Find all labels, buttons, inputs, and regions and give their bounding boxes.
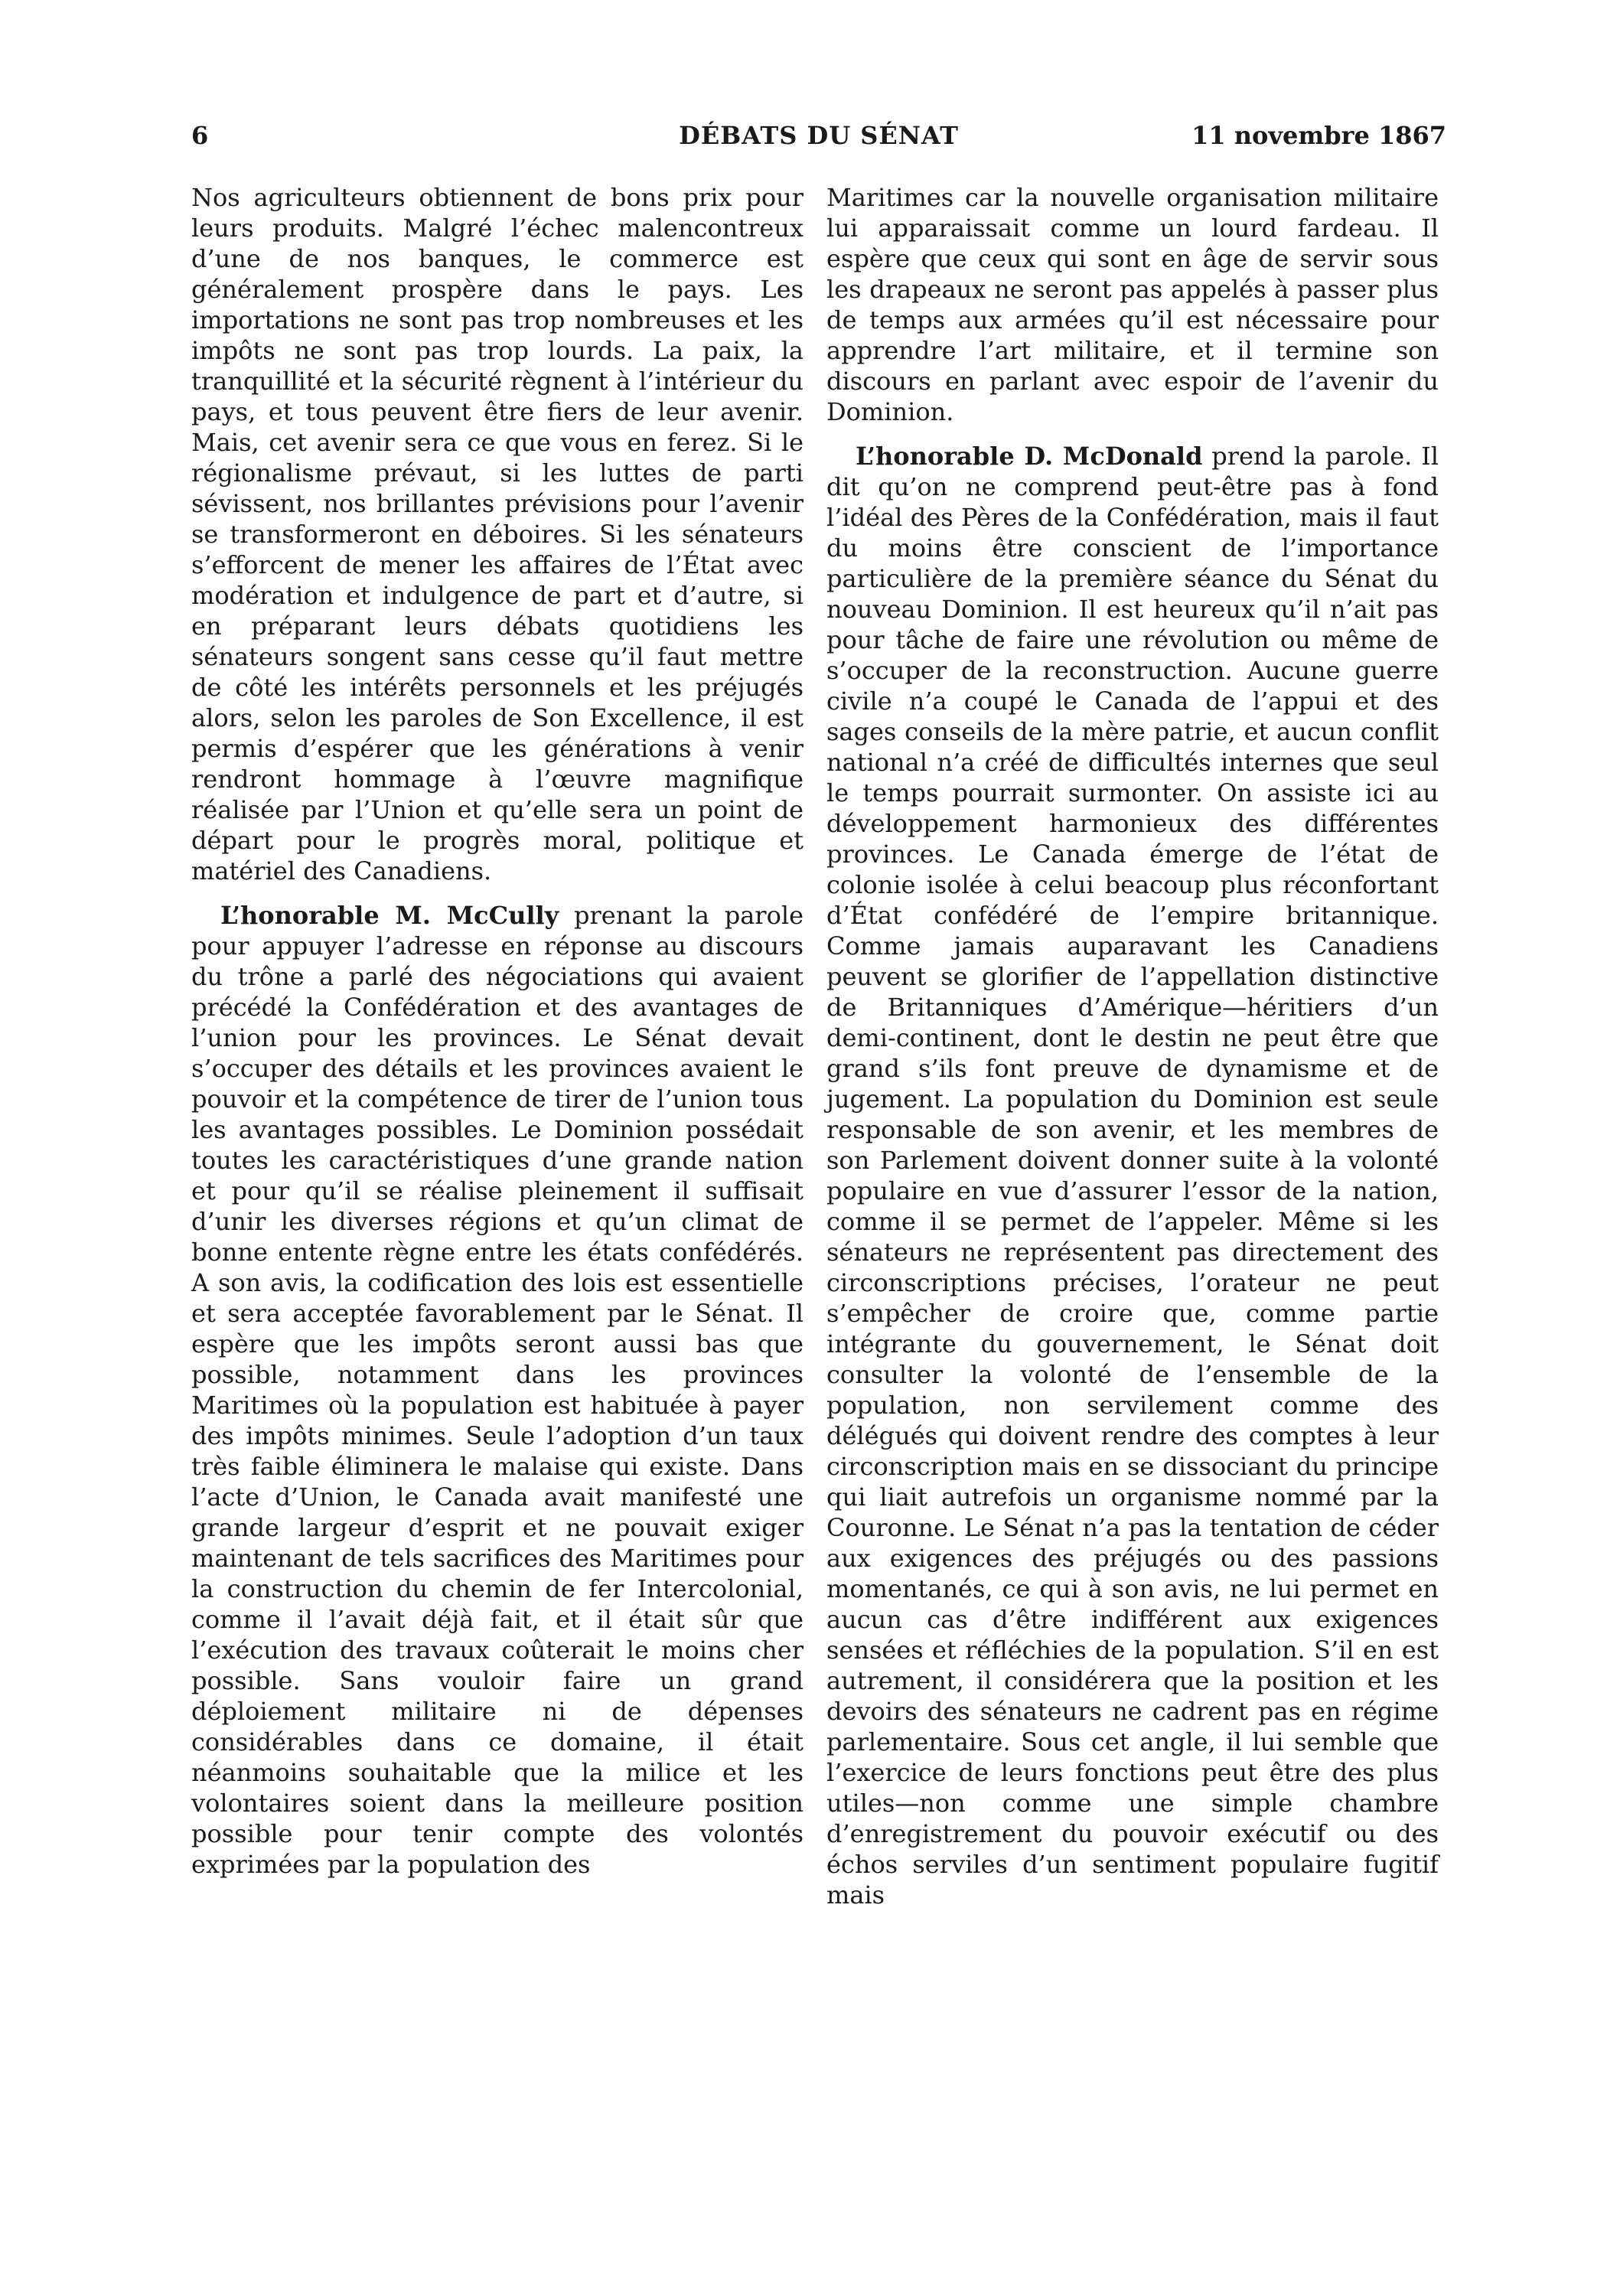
paragraph: Nos agriculteurs obtiennent de bons prix pour leurs produits. Malgré l’échec malencontreux d’une de nos banques, le commerce est généralement prospère dans le pays. Les importations ne sont pas trop nombreuses et les impôts ne sont pas trop lourds. La paix, la tranquillité et la sécurité règnent à l’intérieur du pays, et tous peuvent être fiers de leur avenir. Mais, cet avenir sera ce que vous en ferez. Si le régionalisme prévaut, si les luttes de parti sévissent, nos brillantes prévisions pour l’avenir se transformeront en déboires. Si les sénateurs s’efforcent de mener les affaires de l’État avec modération et indulgence de part et d’autre, si en préparant leurs débats quotidiens les sénateurs songent sans cesse qu’il faut mettre de côté les intérêts personnels et les préjugés alors, selon les paroles de Son Excellence, il est permis d’espérer que les générations à venir rendront hommage à l’œuvre magnifique réalisée par l’Union et qu’elle sera un point de départ pour le progrès moral, politique et matériel des Canadiens. [191, 183, 804, 885]
speaker-paragraph [191, 900, 804, 1880]
paragraph-text: prend la parole. Il dit qu’on ne comprend peut-être pas à fond l’idéal des Pères de la Confédération, mais il faut du moins être conscient de l’importance particulière de la première séance du Sénat du nouveau Dominion. Il est heureux qu’il n’ait pas pour tâche de faire une révolution ou même de s’occuper de la reconstruction. Aucune guerre civile n’a coupé le Canada de l’appui et des sages conseils de la mère patrie, et aucun conflit national n’a créé de difficultés internes que seul le temps pourrait surmonter. On assiste ici au développement harmonieux des différentes provinces. Le Canada émerge de l’état de colonie isolée à celui beacoup plus réconfortant d’État confédéré de l’empire britannique. Comme jamais auparavant les Canadiens peuvent se glorifier de l’appellation distinctive de Britanniques d’Amérique—héritiers d’un demi-continent, dont le destin ne peut être que grand s’ils font preuve de dynamisme et de jugement. La population du Dominion est seule responsable de son avenir, et les membres de son Parlement doivent donner suite à la volonté populaire en vue d’assurer l’essor de la nation, comme il se permet de l’appeler. Même si les sénateurs ne représentent pas directement des circonscriptions précises, l’orateur ne peut s’empêcher de croire que, comme partie intégrante du gouvernement, le Sénat doit consulter la volonté de l’ensemble de la population, non servilement comme des délégués qui doivent rendre des comptes à leur circonscription mais en se dissociant du principe qui liait autrefois un organisme nommé par la Couronne. Le Sénat n’a pas la tentation de céder aux exigences des préjugés ou des passions momentanés, ce qui à son avis, ne lui permet en aucun cas d’être indifférent aux exigences sensées et réfléchies de la population. S’il en est autrement, il considérera que la position et les devoirs des sénateurs ne cadrent pas en régime parlementaire. Sous cet angle, il lui semble que l’exercice de leurs fonctions peut être des plus utiles—non comme une simple chambre d’enregistrement du pouvoir exécutif ou des échos serviles d’un sentiment populaire fugitif mais [826, 442, 1439, 1910]
speaker-name: L’honorable D. McDonald [856, 442, 1203, 471]
right-column [826, 182, 1439, 1910]
left-column [191, 182, 804, 1880]
page-header [191, 121, 1446, 159]
paragraph-text: prenant la parole pour appuyer l’adresse en réponse au discours du trône a parlé des négociations qui avaient précédé la Confédération et des avantages de l’union pour les provinces. Le Sénat devait s’occuper des détails et les provinces avaient le pouvoir et la compétence de tirer de l’union tous les avantages possibles. Le Dominion possédait toutes les caractéristiques d’une grande nation et pour qu’il se réalise pleinement il suffisait d’unir les diverses régions et qu’un climat de bonne entente règne entre les états confédérés. A son avis, la codification des lois est essentielle et sera acceptée favorablement par le Sénat. Il espère que les impôts seront aussi bas que possible, notamment dans les provinces Maritimes où la population est habituée à payer des impôts minimes. Seule l’adoption d’un taux très faible éliminera le malaise qui existe. Dans l’acte d’Union, le Canada avait manifesté une grande largeur d’esprit et ne pouvait exiger maintenant de tels sacrifices des Maritimes pour la construction du chemin de fer Intercolonial, comme il l’avait déjà fait, et il était sûr que l’exécution des travaux coûterait le moins cher possible. Sans vouloir faire un grand déploiement militaire ni de dépenses considérables dans ce domaine, il était néanmoins souhaitable que la milice et les volontaires soient dans la meilleure position possible pour tenir compte des volontés exprimées par la population des [191, 901, 804, 1879]
speaker-paragraph [826, 441, 1439, 1910]
header-date: 11 novembre 1867 [1191, 121, 1446, 150]
page-number: 6 [191, 121, 209, 150]
speaker-name: L’honorable M. McCully [220, 901, 559, 930]
paragraph: Maritimes car la nouvelle organisation militaire lui apparaissait comme un lourd fardeau. Il espère que ceux qui sont en âge de servir sous les drapeaux ne seront pas appelés à passer plus de temps aux armées qu’il est nécessaire pour apprendre l’art militaire, et il termine son discours en parlant avec espoir de l’avenir du Dominion. [826, 183, 1439, 426]
publication-title: DÉBATS DU SÉNAT [679, 121, 959, 150]
